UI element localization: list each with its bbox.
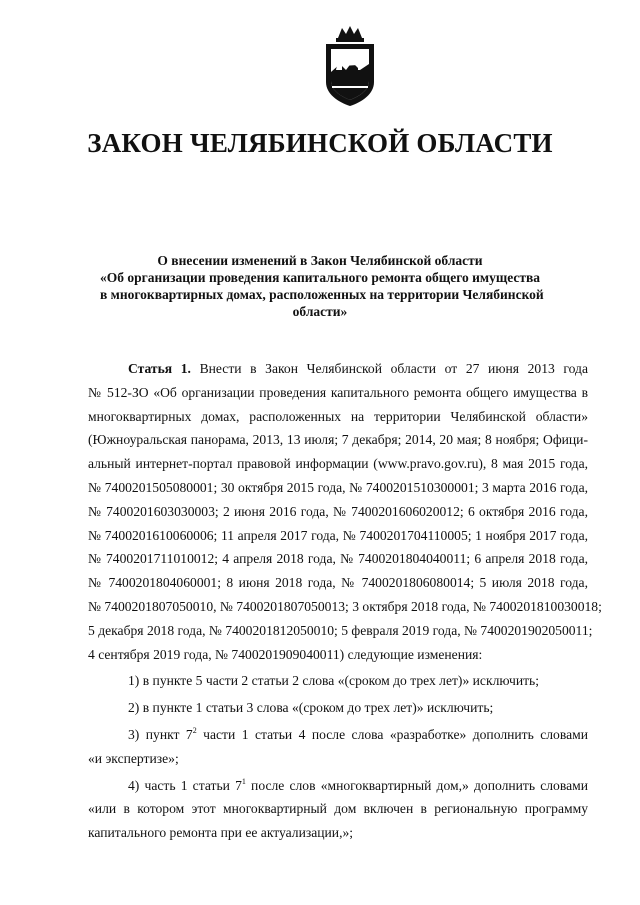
law-subtitle (100, 252, 544, 320)
item-4-line: «или в котором этот многоквартирный дом включен в региональную программу (88, 801, 588, 817)
item-3-line (88, 723, 588, 747)
item-4-superscript: 1 (241, 776, 246, 786)
article-1-line: № 512-ЗО «Об организации проведения капитального ремонта общего имущества в (88, 384, 588, 400)
article-1-line: № 7400201711010012; 4 апреля 2018 года, № 7400201804040011; 6 апреля 2018 года, (88, 551, 588, 567)
item-3-superscript: 2 (192, 725, 197, 735)
article-1-line: 5 декабря 2018 года, № 7400201812050010; 5 февраля 2019 года, № 7400201902050011; (88, 622, 593, 638)
subtitle-line: «Об организации проведения капитального ремонта общего имущества (100, 270, 541, 285)
subtitle-line: области» (292, 304, 348, 319)
item-4-text: после слов «многоквартирный дом,» дополнить словами (245, 777, 588, 793)
item-4-text: 4) часть 1 статьи 7 (128, 777, 242, 793)
article-1-line-first (88, 357, 588, 381)
item-4-line: капитального ремонта при ее актуализации,»; (88, 825, 354, 841)
article-1-line: № 7400201804060001; 8 июня 2018 года, № 7400201806080014; 5 июля 2018 года, (88, 575, 588, 591)
article-1-line: альный интернет-портал правовой информации (www.pravo.gov.ru), 8 мая 2015 года, (88, 456, 588, 472)
article-text: Внести в Закон Челябинской области от 27 июня 2013 года (199, 361, 588, 376)
item-1: 1) в пункте 5 части 2 статьи 2 слова «(сроком до трех лет)» исключить; (128, 673, 540, 689)
subtitle-line: в многоквартирных домах, расположенных на территории Челябинской (100, 287, 544, 302)
article-1-line: 4 сентября 2019 года, № 7400201909040011) следующие изменения: (88, 646, 483, 662)
article-1-line: № 7400201807050010, № 7400201807050013; 3 октября 2018 года, № 7400201810030018; (88, 598, 602, 614)
article-1 (88, 357, 602, 666)
law-title: ЗАКОН ЧЕЛЯБИНСКОЙ ОБЛАСТИ (87, 128, 553, 158)
article-1-line: № 7400201603030003; 2 июня 2016 года, № 7400201606020012; 6 октября 2016 года, (88, 503, 588, 519)
item-4-line (88, 774, 588, 798)
coat-of-arms-icon (318, 24, 382, 108)
item-2: 2) в пункте 1 статьи 3 слова «(сроком до трех лет)» исключить; (128, 700, 494, 716)
item-3-line: «и экспертизе»; (88, 750, 179, 766)
article-body (88, 357, 602, 845)
article-1-line: многоквартирных домах, расположенных на территории Челябинской области» (88, 408, 588, 424)
article-1-line: № 7400201505080001; 30 октября 2015 года, № 7400201510300001; 3 марта 2016 года, (88, 479, 588, 495)
item-3-text: части 1 статьи 4 после слова «разработке» дополнить словами (196, 726, 588, 742)
article-1-line: № 7400201610060006; 11 апреля 2017 года, № 7400201704110005; 1 ноября 2017 года, (88, 527, 588, 543)
article-label: Статья 1. (128, 361, 191, 376)
article-1-line: (Южноуральская панорама, 2013, 13 июля; 7 декабря; 2014, 20 мая; 8 ноября; Офици- (88, 432, 588, 448)
item-3-text: 3) пункт 7 (128, 726, 193, 742)
subtitle-line: О внесении изменений в Закон Челябинской области (157, 253, 483, 268)
